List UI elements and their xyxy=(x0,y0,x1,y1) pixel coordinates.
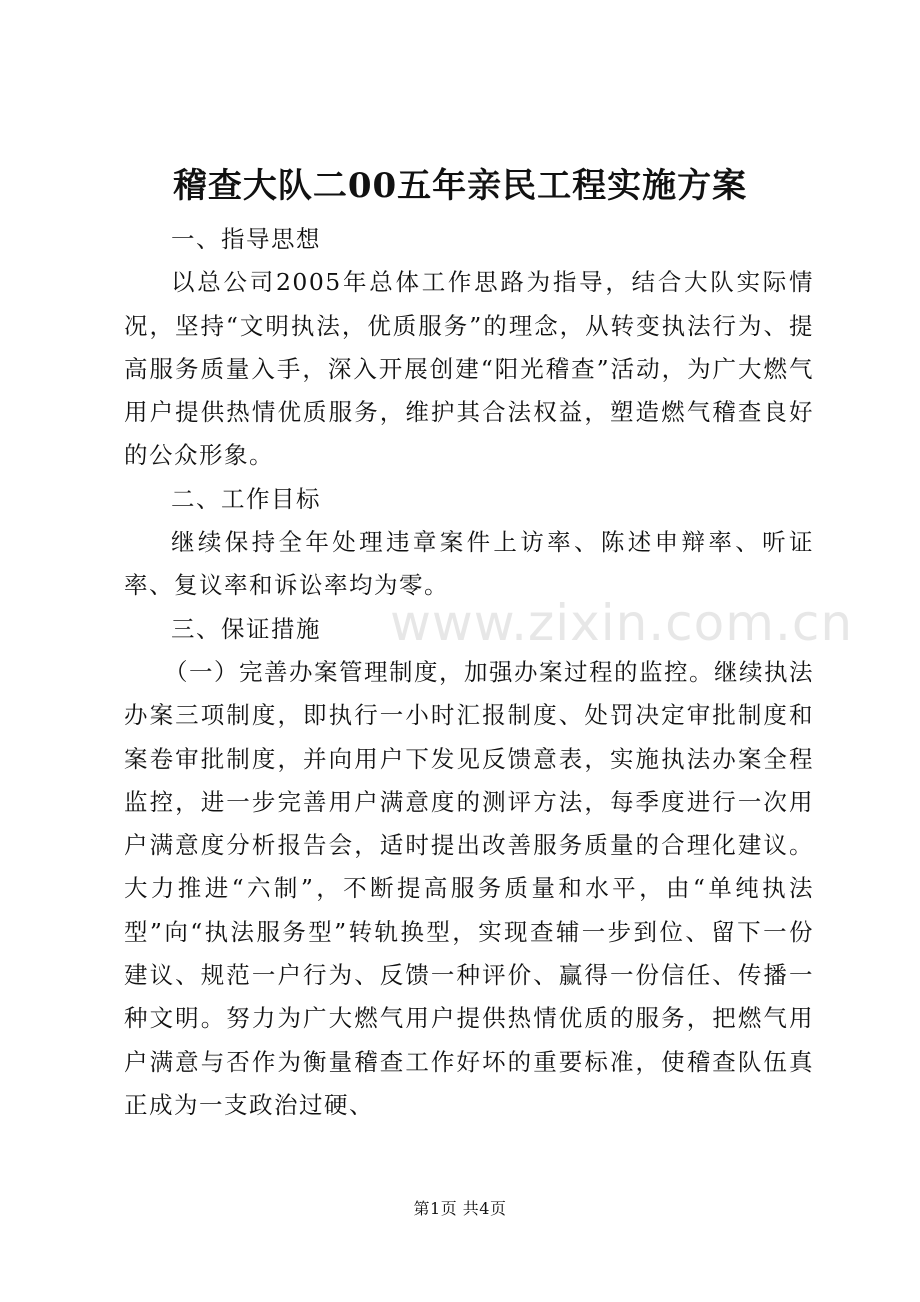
watermark: www.zixin.com.cn xyxy=(390,594,854,652)
paragraph-guiding-ideology: 以总公司2005年总体工作思路为指导，结合大队实际情况，坚持“文明执法，优质服务”的理念，从转变执法行为、提高服务质量入手，深入开展创建“阳光稽查”活动，为广大燃气用户提供热情优质服务，维护其合法权益，塑造燃气稽查良好的公众形象。 xyxy=(124,268,814,470)
paragraph-work-goals: 继续保持全年处理违章案件上访率、陈述申辩率、听证率、复议率和诉讼率均为零。 xyxy=(124,528,814,600)
paragraph-safeguard-measures-1: （一）完善办案管理制度，加强办案过程的监控。继续执法办案三项制度，即执行一小时汇报制度、处罚决定审批制度和案卷审批制度，并向用户下发见反馈意表，实施执法办案全程监控，进一步完善用户满意度的测评方法，每季度进行一次用户满意度分析报告会，适时提出改善服务质量的合理化建议。大力推进“六制”，不断提高服务质量和水平，由“单纯执法型”向“执法服务型”转轨换型，实现查辅一步到位、留下一份建议、规范一户行为、反馈一种评价、赢得一份信任、传播一种文明。努力为广大燃气用户提供热情优质的服务，把燃气用户满意与否作为衡量稽查工作好坏的重要标准，使稽查队伍真正成为一支政治过硬、 xyxy=(124,657,814,1119)
section-heading-guiding-ideology: 一、指导思想 xyxy=(171,225,321,253)
section-heading-safeguard-measures: 三、保证措施 xyxy=(171,614,321,643)
document-body xyxy=(124,218,814,1127)
page-footer: 第1页 共4页 xyxy=(413,1199,507,1218)
document-title: 稽查大队二00五年亲民工程实施方案 xyxy=(172,166,748,206)
section-heading-work-goals: 二、工作目标 xyxy=(171,484,321,513)
